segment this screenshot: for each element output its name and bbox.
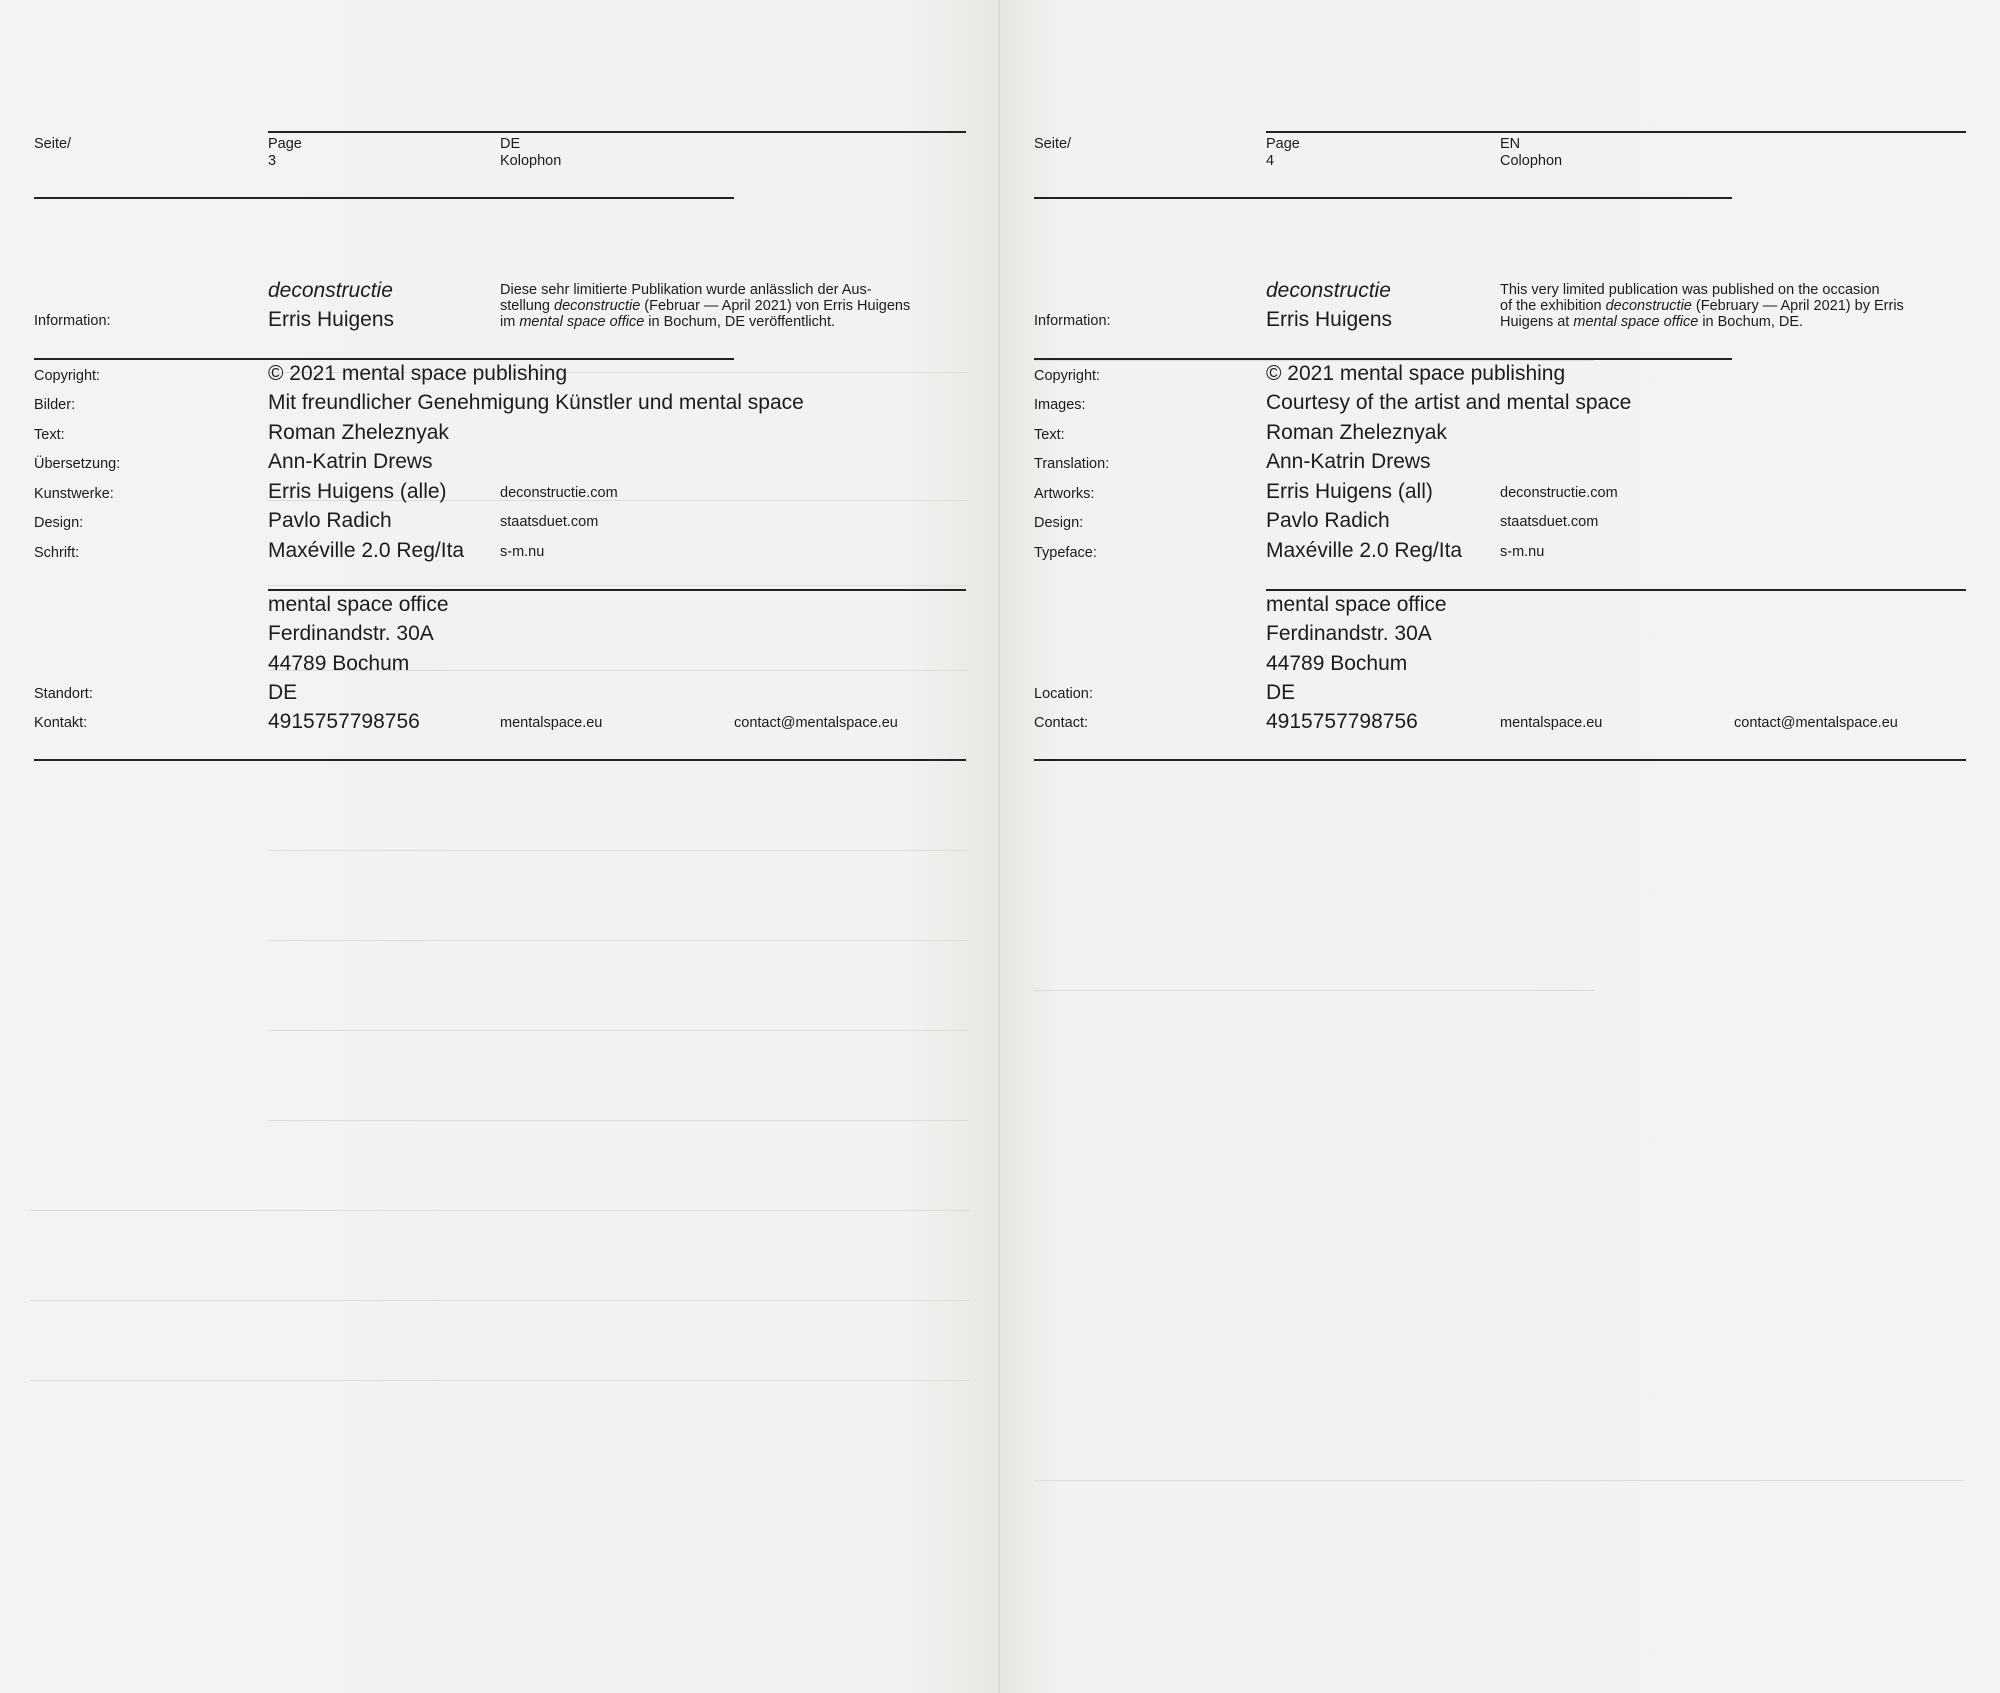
page-number: 3 <box>268 153 277 169</box>
language-code: DE <box>500 136 521 152</box>
credit-value: Ann-Katrin Drews <box>268 450 433 473</box>
description-line: stellung deconstructie (Februar — April 2021) von Erris Huigens <box>500 298 911 315</box>
information-label: Information: <box>1034 313 1111 329</box>
information-label: Information: <box>34 313 111 329</box>
contact-label: Kontakt: <box>34 715 88 731</box>
website-link[interactable]: mentalspace.eu <box>1500 715 1603 731</box>
credit-link[interactable]: s-m.nu <box>500 544 545 560</box>
credit-value: Courtesy of the artist and mental space <box>1266 391 1632 414</box>
info-rule <box>34 358 734 360</box>
office-name: mental space office <box>1266 593 1447 616</box>
contact-label: Contact: <box>1034 715 1088 731</box>
credit-label: Kunstwerke: <box>34 486 114 502</box>
credit-link[interactable]: deconstructie.com <box>500 485 618 501</box>
page-label: Page <box>268 136 302 152</box>
location-label: Location: <box>1034 686 1093 702</box>
header-rule-bottom <box>1034 197 1732 199</box>
credit-value: Erris Huigens (alle) <box>268 480 447 503</box>
description-line: im mental space office in Bochum, DE veröffentlicht. <box>500 314 836 331</box>
seite-label: Seite/ <box>1034 136 1072 152</box>
credit-label: Typeface: <box>1034 545 1097 561</box>
address-rule-bottom <box>34 759 966 761</box>
exhibition-title: deconstructie <box>1266 279 1391 302</box>
publication-description <box>500 282 960 331</box>
email-link[interactable]: contact@mentalspace.eu <box>734 715 898 731</box>
credit-label: Text: <box>1034 427 1065 443</box>
credit-value: Maxéville 2.0 Reg/Ita <box>268 539 465 562</box>
credit-value: © 2021 mental space publishing <box>268 362 568 385</box>
address-rule-bottom <box>1034 759 1966 761</box>
credit-link[interactable]: s-m.nu <box>1500 544 1545 560</box>
email-link[interactable]: contact@mentalspace.eu <box>1734 715 1898 731</box>
phone-number: 4915757798756 <box>268 710 420 733</box>
credit-label: Übersetzung: <box>34 456 121 472</box>
description-line: This very limited publication was published on the occasion <box>1500 282 1880 298</box>
credit-label: Bilder: <box>34 397 76 413</box>
location-label: Standort: <box>34 686 93 702</box>
office-name: mental space office <box>268 593 449 616</box>
credit-label: Translation: <box>1034 456 1110 472</box>
city-address: 44789 Bochum <box>1266 652 1408 675</box>
page-number: 4 <box>1266 153 1275 169</box>
credit-value: Erris Huigens (all) <box>1266 480 1433 503</box>
section-title: Kolophon <box>500 153 562 169</box>
publication-description <box>1500 282 1970 331</box>
credit-label: Design: <box>1034 515 1084 531</box>
header-rule-bottom <box>34 197 734 199</box>
credit-label: Text: <box>34 427 65 443</box>
seite-label: Seite/ <box>34 136 72 152</box>
exhibition-title: deconstructie <box>268 279 393 302</box>
language-code: EN <box>1500 136 1521 152</box>
description-line: Huigens at mental space office in Bochum, DE. <box>1500 314 1804 331</box>
credit-value: Pavlo Radich <box>268 509 392 532</box>
credit-value: Mit freundlicher Genehmigung Künstler und mental space <box>268 391 804 414</box>
credit-value: Pavlo Radich <box>1266 509 1390 532</box>
credit-value: Roman Zheleznyak <box>1266 421 1447 444</box>
artist-name: Erris Huigens <box>268 308 395 331</box>
credit-link[interactable]: staatsduet.com <box>500 514 599 530</box>
section-title: Colophon <box>1500 153 1563 169</box>
info-rule <box>1034 358 1732 360</box>
credit-label: Design: <box>34 515 84 531</box>
credit-value: Ann-Katrin Drews <box>1266 450 1431 473</box>
address-rule-top <box>1266 589 1966 591</box>
page-label: Page <box>1266 136 1300 152</box>
credit-label: Artworks: <box>1034 486 1095 502</box>
credit-value: Roman Zheleznyak <box>268 421 449 444</box>
website-link[interactable]: mentalspace.eu <box>500 715 603 731</box>
street-address: Ferdinandstr. 30A <box>268 622 434 645</box>
header-rule-top <box>1266 131 1966 133</box>
credit-value: Maxéville 2.0 Reg/Ita <box>1266 539 1463 562</box>
credit-link[interactable]: staatsduet.com <box>1500 514 1599 530</box>
credit-label: Copyright: <box>34 368 101 384</box>
description-line: Diese sehr limitierte Publikation wurde anlässlich der Aus- <box>500 282 872 298</box>
credit-label: Copyright: <box>1034 368 1101 384</box>
credit-link[interactable]: deconstructie.com <box>1500 485 1618 501</box>
credit-label: Images: <box>1034 397 1086 413</box>
right-page <box>1000 0 2000 1693</box>
country: DE <box>1266 681 1296 704</box>
phone-number: 4915757798756 <box>1266 710 1418 733</box>
description-line: of the exhibition deconstructie (February — April 2021) by Erris <box>1500 298 1904 315</box>
credit-value: © 2021 mental space publishing <box>1266 362 1566 385</box>
address-rule-top <box>268 589 966 591</box>
header-rule-top <box>268 131 966 133</box>
country: DE <box>268 681 298 704</box>
credit-label: Schrift: <box>34 545 80 561</box>
artist-name: Erris Huigens <box>1266 308 1393 331</box>
city-address: 44789 Bochum <box>268 652 410 675</box>
street-address: Ferdinandstr. 30A <box>1266 622 1432 645</box>
